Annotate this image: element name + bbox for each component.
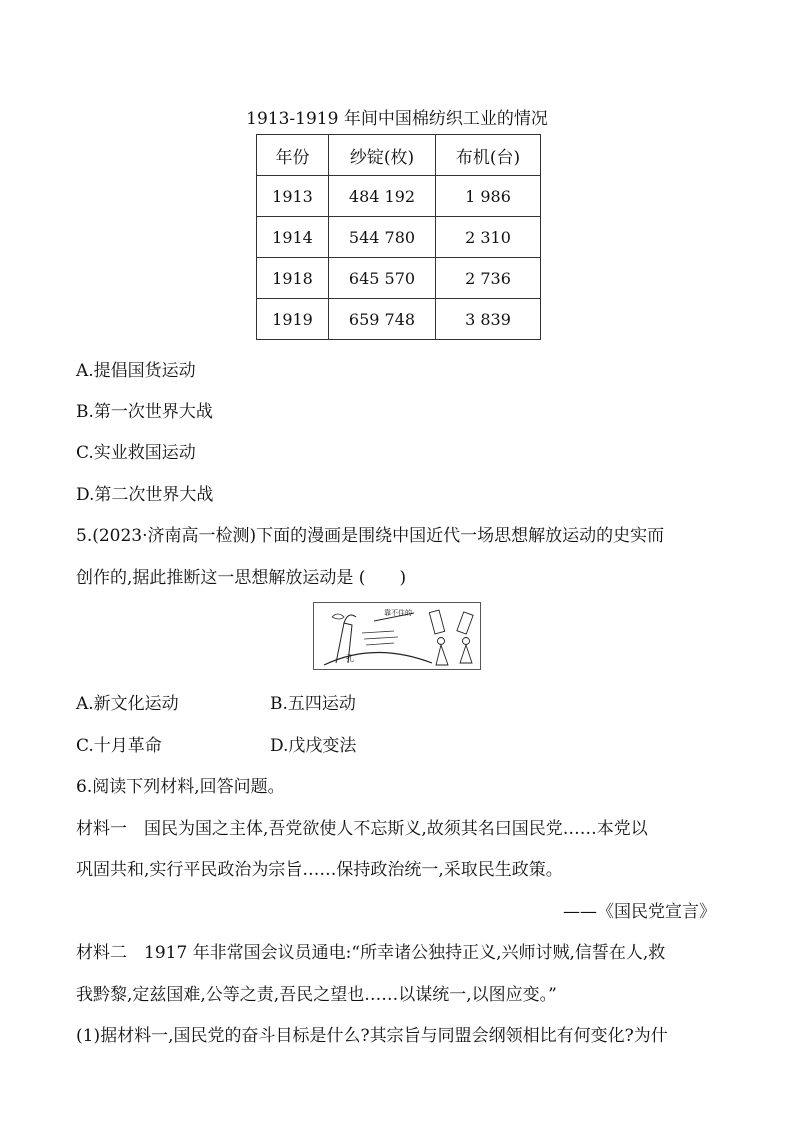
header-year: 年份 (257, 135, 329, 176)
q6-material1-line1: 材料一 国民为国之主体,吾党欲使人不忘斯义,故须其名曰国民党……本党以 (76, 819, 648, 839)
cell-year: 1913 (257, 176, 329, 217)
table-row (257, 217, 541, 258)
q6-intro: 6.阅读下列材料,回答问题。 (76, 777, 285, 797)
cartoon-label-confucius: 孔 (346, 654, 354, 663)
q5-option-c: C.十月革命 (76, 736, 162, 756)
cell-spindles: 544 780 (329, 217, 436, 258)
q4-option-c: C.实业救国运动 (76, 443, 196, 463)
cell-looms: 1 986 (436, 176, 541, 217)
q6-material1-source: ——《国民党宣言》 (563, 902, 716, 922)
table-header-row (257, 135, 541, 176)
cell-spindles: 484 192 (329, 176, 436, 217)
header-spindles: 纱锭(枚) (329, 135, 436, 176)
q4-option-d: D.第二次世界大战 (76, 485, 214, 505)
q5-stem-line2: 创作的,据此推断这一思想解放运动是 ( ) (76, 568, 407, 588)
table-row (257, 176, 541, 217)
cotton-industry-table (256, 134, 541, 340)
header-looms: 布机(台) (436, 135, 541, 176)
table-title: 1913-1919 年间中国棉纺织工业的情况 (246, 109, 548, 129)
table-row (257, 299, 541, 340)
q4-option-a: A.提倡国货运动 (76, 361, 196, 381)
q5-option-b: B.五四运动 (270, 694, 356, 714)
cartoon-image (313, 602, 481, 670)
q6-material2-line2: 我黔黎,定兹国难,公等之责,吾民之望也……以谋统一,以图应变。” (76, 985, 557, 1005)
cartoon-label-unreliable: 靠不住的 (384, 609, 412, 617)
cell-looms: 2 736 (436, 258, 541, 299)
table-row (257, 258, 541, 299)
q6-material1-line2: 巩固共和,实行平民政治为宗旨……保持政治统一,采取民生政策。 (76, 860, 563, 880)
cell-looms: 3 839 (436, 299, 541, 340)
cell-looms: 2 310 (436, 217, 541, 258)
q5-option-a: A.新文化运动 (76, 694, 179, 714)
cartoon-drawing (314, 603, 480, 669)
cell-spindles: 659 748 (329, 299, 436, 340)
q4-option-b: B.第一次世界大战 (76, 402, 213, 422)
cell-year: 1918 (257, 258, 329, 299)
q6-question1: (1)据材料一,国民党的奋斗目标是什么?其宗旨与同盟会纲领相比有何变化?为什 (76, 1026, 668, 1046)
cell-spindles: 645 570 (329, 258, 436, 299)
q6-material2-line1: 材料二 1917 年非常国会议员通电:“所幸诸公独持正义,兴师讨贼,信誓在人,救 (76, 943, 666, 963)
q5-stem-line1: 5.(2023·济南高一检测)下面的漫画是围绕中国近代一场思想解放运动的史实而 (76, 526, 665, 546)
cell-year: 1919 (257, 299, 329, 340)
q5-option-d: D.戊戌变法 (270, 736, 357, 756)
cell-year: 1914 (257, 217, 329, 258)
